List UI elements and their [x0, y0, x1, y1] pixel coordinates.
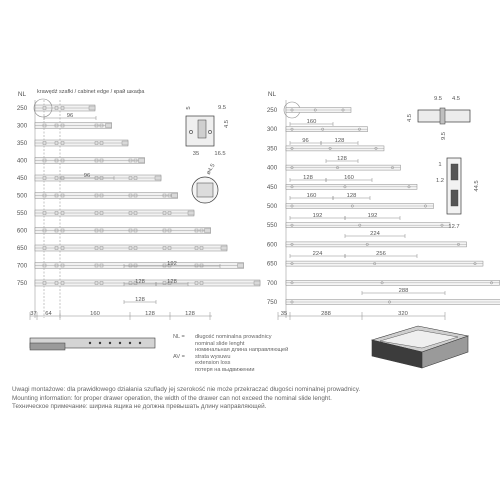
- length-label-left: 400: [16, 157, 28, 165]
- dim-right-r4b: 160: [344, 174, 354, 181]
- dim-right-bottom-c: 320: [398, 311, 408, 317]
- note-ru: Техническое примечание: ширина ящика не должна превышать длину направляющей.: [12, 403, 267, 411]
- legend-key-spacer: [173, 341, 195, 348]
- legend-row: [173, 360, 288, 367]
- length-label-right: 450: [266, 183, 278, 191]
- length-label-right: 750: [266, 299, 278, 306]
- slide-end-tab: [238, 264, 244, 268]
- dim-right-r0: 160: [306, 118, 317, 125]
- hole-detail-plate: [197, 183, 213, 197]
- detail-right-d4: 9.5: [441, 131, 447, 141]
- profile-ball-cage: [451, 164, 458, 180]
- length-label-left: 600: [16, 227, 28, 235]
- legend-key: NL =: [173, 334, 185, 340]
- slide-end-tab: [172, 194, 178, 198]
- detail-left-d1: 9.5: [217, 105, 227, 111]
- bottom-dim-label-0: 37: [30, 311, 37, 317]
- length-label-right: 400: [266, 164, 278, 172]
- dim-right-r8b: 256: [376, 250, 386, 257]
- length-label-left: 250: [16, 105, 28, 112]
- dim-right-r8a: 224: [312, 250, 323, 257]
- detail-right-d8: 12.7: [448, 224, 460, 230]
- length-label-left: 450: [16, 175, 28, 182]
- slide-end-tab: [122, 141, 128, 145]
- note-en: Mounting information: for proper drawer operation, the width of the drawer can not exceed the nominal slide lenght.: [12, 394, 332, 402]
- length-label-left: 500: [16, 192, 28, 200]
- dim-right-r6b: 192: [367, 212, 378, 219]
- length-label-left: 750: [16, 280, 28, 287]
- nl-header-right: NL: [267, 91, 277, 98]
- length-label-right: 500: [266, 203, 278, 210]
- bottom-dim-label-2: 160: [90, 311, 100, 317]
- dim-left-r8: 192: [167, 260, 177, 267]
- slide-end-tab: [139, 159, 145, 163]
- profile-ball-cage: [451, 190, 458, 206]
- detail-right-d6: 1.2: [435, 178, 445, 184]
- length-label-right: 300: [266, 126, 278, 134]
- length-label-left: 350: [16, 140, 28, 147]
- slide-end-tab: [188, 211, 194, 215]
- slide-illustration-hole: [119, 342, 121, 344]
- bracket-slot: [198, 120, 206, 138]
- legend-key-spacer: [173, 347, 195, 354]
- dim-right-r5a: 160: [306, 192, 317, 199]
- legend-row: [173, 334, 288, 341]
- legend-text: strata wysuwu: [195, 353, 231, 360]
- slide-end-tab: [221, 246, 227, 250]
- legend-row: [173, 367, 288, 374]
- length-label-left: 700: [16, 262, 28, 270]
- length-label-left: 550: [16, 210, 28, 217]
- slide-end-tab: [205, 229, 211, 233]
- dim-left-r0: 96: [66, 112, 74, 119]
- bottom-dim-label-3: 128: [145, 311, 155, 317]
- legend-key: AV =: [173, 353, 185, 360]
- length-label-right: 550: [266, 222, 278, 230]
- dim-right-r1b: 128: [334, 137, 345, 144]
- detail-left-d2: 4.5: [224, 119, 230, 129]
- slide-illustration-hole: [109, 342, 111, 344]
- detail-left-d3: 35: [192, 151, 200, 157]
- legend-row: [173, 347, 288, 354]
- legend-row: [173, 354, 288, 361]
- dim-right-r3a: 128: [337, 155, 347, 162]
- slide-end-tab: [89, 106, 95, 110]
- dim-right-r6a: 192: [312, 212, 323, 219]
- legend-key-spacer: [173, 367, 195, 374]
- slide-illustration-inner: [30, 343, 65, 350]
- length-label-right: 600: [266, 241, 278, 249]
- rail-stop: [440, 108, 445, 124]
- slide-end-tab: [254, 281, 260, 285]
- slide-illustration-hole: [89, 342, 91, 344]
- legend-text: długość nominalna prowadnicy: [195, 334, 272, 340]
- nl-header-left: NL: [17, 91, 27, 98]
- bottom-dim-label-4: 128: [185, 311, 195, 317]
- dim-left-r9b: 128: [167, 278, 177, 285]
- slide-end-tab: [106, 124, 112, 128]
- length-label-left: 650: [16, 245, 28, 252]
- dim-right-bottom-b: 288: [321, 311, 331, 317]
- slide-illustration-hole: [139, 342, 141, 344]
- legend: [173, 334, 288, 374]
- dim-right-r1a: 96: [302, 137, 309, 144]
- detail-right-d1: 9.5: [433, 96, 443, 102]
- dim-left-r4: 96: [83, 172, 91, 179]
- slide-illustration-hole: [129, 342, 131, 344]
- cabinet-edge-label: krawędź szafki / cabinet edge / край шкафа: [37, 89, 145, 95]
- right-slide-table: [267, 91, 500, 320]
- legend-text: потеря на выдвижении: [195, 366, 255, 373]
- legend-text: nominal slide lenght: [195, 340, 245, 347]
- detail-right-d2: 4.5: [451, 96, 461, 102]
- mounting-notes: [12, 386, 492, 412]
- dim-left-r10: 128: [135, 296, 145, 303]
- length-label-right: 350: [266, 145, 278, 153]
- dim-right-r5b: 128: [346, 192, 357, 199]
- dim-right-bottom-a: 35: [280, 311, 288, 317]
- length-label-left: 300: [16, 122, 28, 130]
- detail-left-d6: ø4.5: [205, 162, 217, 177]
- dim-right-r4a: 128: [303, 174, 313, 181]
- length-label-right: 250: [266, 107, 278, 114]
- dim-right-r10: 288: [398, 287, 409, 294]
- legend-text: номинальная длина направляющей: [195, 347, 289, 354]
- slide-end-tab: [155, 176, 161, 180]
- length-label-right: 650: [266, 260, 278, 268]
- bottom-dim-label-1: 64: [45, 311, 52, 317]
- detail-right-d7: 44.5: [474, 180, 480, 192]
- detail-right-d5: 1: [438, 162, 442, 168]
- length-label-right: 700: [266, 279, 278, 287]
- detail-right-d3: 4.5: [407, 113, 413, 123]
- dim-left-r9a: 128: [135, 278, 145, 285]
- legend-key-spacer: [173, 360, 195, 367]
- slide-illustration-hole: [99, 342, 101, 344]
- detail-left-d5: 5: [186, 106, 192, 110]
- detail-left-d4: 16.5: [214, 151, 226, 157]
- dim-right-r7: 224: [370, 230, 380, 237]
- note-pl: Uwagi montażowe: dla prawidłowego działania szuflady jej szerokość nie może przekraczać długości nominalnej prowadnicy.: [12, 386, 361, 393]
- legend-text: extension loss: [195, 360, 231, 367]
